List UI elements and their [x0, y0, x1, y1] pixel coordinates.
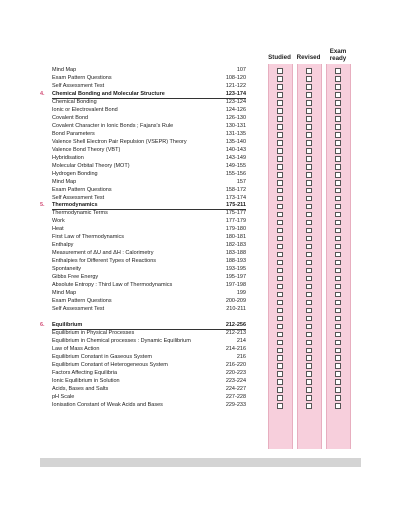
page-range: 183-188: [225, 250, 246, 257]
exam-ready-checkbox[interactable]: [335, 132, 341, 138]
exam-ready-checkbox[interactable]: [335, 371, 341, 377]
studied-checkbox[interactable]: [277, 220, 283, 226]
exam-ready-checkbox[interactable]: [335, 204, 341, 210]
topic-title: Exam Pattern Questions: [52, 74, 112, 81]
topic-title: Self Assessment Test: [52, 82, 105, 89]
revised-checkbox[interactable]: [306, 172, 312, 178]
exam-ready-checkbox[interactable]: [335, 124, 341, 130]
exam-ready-checkbox[interactable]: [335, 164, 341, 170]
page-range: 123-174: [225, 90, 246, 97]
toc-row: [40, 99, 262, 107]
topic-title: Measurement of ΔU and ΔH : Calorimetry: [52, 250, 154, 257]
toc-row: [40, 234, 262, 242]
revised-checkbox[interactable]: [306, 116, 312, 122]
revised-checkbox[interactable]: [306, 68, 312, 74]
revised-checkbox[interactable]: [306, 387, 312, 393]
exam-ready-checkbox[interactable]: [335, 148, 341, 154]
chapter-number: 4.: [40, 90, 45, 97]
topic-title: Mind Map: [52, 290, 77, 297]
toc-row: [40, 75, 262, 83]
studied-checkbox[interactable]: [277, 132, 283, 138]
revised-checkbox[interactable]: [306, 340, 312, 346]
exam-ready-checkbox[interactable]: [335, 188, 341, 194]
revised-checkbox[interactable]: [306, 324, 312, 330]
toc-row: [40, 362, 262, 370]
topic-title: Mind Map: [52, 178, 77, 185]
studied-checkbox[interactable]: [277, 268, 283, 274]
studied-checkbox[interactable]: [277, 308, 283, 314]
chapter-title: Equilibrium: [52, 322, 83, 328]
studied-checkbox[interactable]: [277, 228, 283, 234]
page-range: 149-155: [225, 162, 246, 169]
topic-title: Covalent Bond: [52, 114, 89, 121]
page-range: 229-233: [225, 401, 246, 408]
topic-title: Valence Bond Theory (VBT): [52, 146, 121, 153]
exam-ready-checkbox[interactable]: [335, 340, 341, 346]
revised-checkbox[interactable]: [306, 164, 312, 170]
studied-checkbox[interactable]: [277, 379, 283, 385]
chapter-number: 6.: [40, 322, 45, 328]
page-range: 140-143: [225, 146, 246, 153]
exam-ready-checkbox[interactable]: [335, 316, 341, 322]
exam-ready-checkbox[interactable]: [335, 196, 341, 202]
page-range: 220-223: [225, 369, 246, 376]
chapter-row: [40, 202, 262, 210]
revised-checkbox[interactable]: [306, 244, 312, 250]
chapter-title: Chemical Bonding and Molecular Structure: [52, 90, 165, 97]
studied-checkbox[interactable]: [277, 371, 283, 377]
exam-ready-checkbox[interactable]: [335, 332, 341, 338]
exam-ready-header: Exam ready: [329, 48, 347, 62]
revised-checkbox[interactable]: [306, 84, 312, 90]
topic-title: First Law of Thermodynamics: [52, 234, 125, 241]
toc-row: [40, 266, 262, 274]
toc-row: [40, 171, 262, 179]
page-range: 124-126: [225, 106, 246, 113]
revised-checkbox[interactable]: [306, 124, 312, 130]
page-range: 173-174: [225, 194, 246, 201]
table-of-contents: [40, 67, 262, 410]
revised-checkbox[interactable]: [306, 196, 312, 202]
revised-checkbox[interactable]: [306, 276, 312, 282]
topic-title: Mind Map: [52, 67, 77, 73]
studied-checkbox[interactable]: [277, 300, 283, 306]
toc-row: [40, 123, 262, 131]
exam-ready-checkbox[interactable]: [335, 355, 341, 361]
studied-checkbox[interactable]: [277, 355, 283, 361]
topic-title: Acids, Bases and Salts: [52, 385, 109, 392]
studied-checkbox[interactable]: [277, 156, 283, 162]
revised-checkbox[interactable]: [306, 132, 312, 138]
page-range: 200-209: [225, 298, 246, 305]
exam-ready-checkbox[interactable]: [335, 379, 341, 385]
toc-row: [40, 163, 262, 171]
studied-checkbox[interactable]: [277, 348, 283, 354]
studied-checkbox[interactable]: [277, 212, 283, 218]
topic-title: Work: [52, 218, 65, 225]
chapter-title: Thermodynamics: [52, 202, 98, 209]
revised-checkbox[interactable]: [306, 108, 312, 114]
page-range: 126-130: [225, 114, 246, 121]
exam-ready-checkbox[interactable]: [335, 324, 341, 330]
topic-title: Ionisation Constant of Weak Acids and Bases: [52, 401, 163, 408]
studied-checkbox[interactable]: [277, 100, 283, 106]
page-range: 188-193: [225, 258, 246, 265]
studied-checkbox[interactable]: [277, 276, 283, 282]
revised-checkbox[interactable]: [306, 308, 312, 314]
toc-row: [40, 115, 262, 123]
toc-row: [40, 290, 262, 298]
studied-checkbox[interactable]: [277, 84, 283, 90]
toc-row: [40, 346, 262, 354]
revised-checkbox[interactable]: [306, 355, 312, 361]
topic-title: Self Assessment Test: [52, 306, 105, 313]
studied-checkbox[interactable]: [277, 340, 283, 346]
toc-row: [40, 242, 262, 250]
topic-title: Covalent Character in Ionic Bonds ; Fajans's Rule: [52, 122, 174, 129]
topic-title: Equilibrium in Chemical processes : Dynamic Equilibrium: [52, 337, 191, 344]
page-range: 135-140: [225, 138, 246, 145]
exam-ready-checkbox[interactable]: [335, 252, 341, 258]
exam-ready-checkbox[interactable]: [335, 260, 341, 266]
studied-checkbox[interactable]: [277, 204, 283, 210]
toc-row: [40, 187, 262, 195]
revised-checkbox[interactable]: [306, 292, 312, 298]
toc-row: [40, 370, 262, 378]
revised-checkbox[interactable]: [306, 140, 312, 146]
exam-ready-checkbox[interactable]: [335, 116, 341, 122]
toc-row: [40, 298, 262, 306]
toc-row: [40, 226, 262, 234]
exam-ready-checkbox[interactable]: [335, 292, 341, 298]
revised-checkbox[interactable]: [306, 156, 312, 162]
studied-header: Studied: [268, 54, 291, 61]
toc-row: [40, 386, 262, 394]
exam-ready-checkbox[interactable]: [335, 276, 341, 282]
toc-row: [40, 338, 262, 346]
toc-row: [40, 67, 262, 75]
studied-checkbox[interactable]: [277, 244, 283, 250]
page-range: 214: [236, 337, 246, 344]
studied-checkbox[interactable]: [277, 116, 283, 122]
topic-title: Heat: [52, 226, 64, 233]
page-range: 212-256: [225, 322, 246, 328]
page-range: 158-172: [225, 186, 246, 193]
exam-ready-checkbox[interactable]: [335, 363, 341, 369]
exam-ready-checkbox[interactable]: [335, 100, 341, 106]
topic-title: Equilibrium Constant in Gaseous System: [52, 353, 152, 360]
toc-row: [40, 330, 262, 338]
studied-checkbox[interactable]: [277, 332, 283, 338]
toc-row: [40, 147, 262, 155]
page-range: 180-181: [225, 234, 246, 241]
topic-title: Exam Pattern Questions: [52, 298, 112, 305]
page-range: 223-224: [225, 377, 246, 384]
studied-checkbox[interactable]: [277, 252, 283, 258]
studied-checkbox[interactable]: [277, 148, 283, 154]
revised-checkbox[interactable]: [306, 284, 312, 290]
topic-title: Valence Shell Electron Pair Repulsion (VSEPR) Theory: [52, 138, 187, 145]
topic-title: Enthalpies for Different Types of Reactions: [52, 258, 157, 265]
exam-ready-checkbox[interactable]: [335, 140, 341, 146]
studied-checkbox[interactable]: [277, 92, 283, 98]
revised-checkbox[interactable]: [306, 268, 312, 274]
topic-title: Ionic or Electrovalent Bond: [52, 106, 118, 113]
exam-ready-checkbox[interactable]: [335, 387, 341, 393]
page-range: 199: [236, 290, 246, 297]
topic-title: Equilibrium Constant of Heterogeneous System: [52, 361, 168, 368]
exam-ready-checkbox[interactable]: [335, 76, 341, 82]
exam-ready-checkbox[interactable]: [335, 84, 341, 90]
revised-checkbox[interactable]: [306, 379, 312, 385]
topic-title: Factors Affecting Equilibria: [52, 369, 118, 376]
studied-checkbox[interactable]: [277, 260, 283, 266]
toc-row: [40, 250, 262, 258]
exam-ready-checkbox[interactable]: [335, 180, 341, 186]
studied-checkbox[interactable]: [277, 395, 283, 401]
studied-checkbox[interactable]: [277, 76, 283, 82]
toc-row: [40, 402, 262, 410]
topic-title: Hybridisation: [52, 154, 84, 161]
toc-row: [40, 394, 262, 402]
studied-checkbox[interactable]: [277, 172, 283, 178]
exam-ready-checkbox[interactable]: [335, 156, 341, 162]
page-range: 197-198: [225, 282, 246, 289]
topic-title: Gibbs Free Energy: [52, 274, 99, 281]
toc-row: [40, 258, 262, 266]
toc-row: [40, 155, 262, 163]
revised-checkbox[interactable]: [306, 188, 312, 194]
page-range: 210-211: [226, 306, 246, 313]
revised-checkbox[interactable]: [306, 363, 312, 369]
studied-checkbox[interactable]: [277, 284, 283, 290]
revised-checkbox[interactable]: [306, 180, 312, 186]
page-range: 216-220: [225, 361, 246, 368]
page-range: 214-216: [225, 345, 246, 352]
page-range: 121-122: [225, 82, 246, 89]
revised-header: Revised: [296, 54, 321, 61]
exam-ready-checkbox[interactable]: [335, 220, 341, 226]
toc-row: [40, 179, 262, 187]
page-range: 195-197: [225, 274, 246, 281]
page-range: 130-131: [225, 122, 246, 129]
studied-checkbox[interactable]: [277, 292, 283, 298]
page-range: 108-120: [225, 74, 246, 81]
toc-row: [40, 378, 262, 386]
revised-checkbox[interactable]: [306, 204, 312, 210]
topic-title: Absolute Entropy : Third Law of Thermodynamics: [52, 282, 173, 289]
studied-checkbox[interactable]: [277, 108, 283, 114]
studied-checkbox[interactable]: [277, 196, 283, 202]
exam-ready-checkbox[interactable]: [335, 108, 341, 114]
revised-checkbox[interactable]: [306, 148, 312, 154]
topic-title: Chemical Bonding: [52, 98, 97, 105]
studied-checkbox[interactable]: [277, 236, 283, 242]
page-range: 131-135: [225, 130, 246, 137]
studied-checkbox[interactable]: [277, 124, 283, 130]
toc-row: [40, 210, 262, 218]
exam-ready-checkbox[interactable]: [335, 348, 341, 354]
topic-title: pH Scale: [52, 393, 75, 400]
studied-checkbox[interactable]: [277, 68, 283, 74]
page-range: 157: [236, 178, 246, 185]
topic-title: Enthalpy: [52, 242, 74, 249]
toc-row: [40, 354, 262, 362]
studied-checkbox[interactable]: [277, 403, 283, 409]
topic-title: Hydrogen Bonding: [52, 170, 98, 177]
page-range: 224-227: [225, 385, 246, 392]
exam-ready-checkbox[interactable]: [335, 300, 341, 306]
page-range: 155-156: [225, 170, 246, 177]
chapter-number: 5.: [40, 202, 45, 209]
toc-row: [40, 306, 262, 314]
page-range: 107: [236, 67, 246, 73]
topic-title: Bond Parameters: [52, 130, 95, 137]
toc-row: [40, 274, 262, 282]
exam-ready-checkbox[interactable]: [335, 395, 341, 401]
exam-ready-checkbox[interactable]: [335, 268, 341, 274]
revised-checkbox[interactable]: [306, 76, 312, 82]
exam-ready-checkbox[interactable]: [335, 244, 341, 250]
revised-checkbox[interactable]: [306, 332, 312, 338]
toc-row: [40, 83, 262, 91]
revised-checkbox[interactable]: [306, 220, 312, 226]
exam-ready-checkbox[interactable]: [335, 284, 341, 290]
topic-title: Law of Mass Action: [52, 345, 100, 352]
revised-checkbox[interactable]: [306, 212, 312, 218]
studied-checkbox[interactable]: [277, 324, 283, 330]
page-range: 193-195: [225, 266, 246, 273]
studied-checkbox[interactable]: [277, 140, 283, 146]
revised-checkbox[interactable]: [306, 348, 312, 354]
revised-checkbox[interactable]: [306, 316, 312, 322]
page-range: 177-179: [225, 218, 246, 225]
page-range: 143-149: [225, 154, 246, 161]
exam-ready-checkbox[interactable]: [335, 236, 341, 242]
revised-checkbox[interactable]: [306, 100, 312, 106]
revised-checkbox[interactable]: [306, 252, 312, 258]
topic-title: Molecular Orbital Theory (MOT): [52, 162, 130, 169]
studied-checkbox[interactable]: [277, 363, 283, 369]
topic-title: Thermodynamic Terms: [52, 210, 108, 217]
toc-row: [40, 139, 262, 147]
spacer: [40, 314, 262, 322]
exam-ready-checkbox[interactable]: [335, 92, 341, 98]
chapter-row: [40, 91, 262, 99]
page-range: 212-213: [225, 329, 246, 336]
topic-title: Self Assessment Test: [52, 194, 105, 201]
revised-checkbox[interactable]: [306, 92, 312, 98]
topic-title: Exam Pattern Questions: [52, 186, 112, 193]
topic-title: Ionic Equilibrium in Solution: [52, 377, 120, 384]
page-range: 175-177: [225, 210, 246, 217]
toc-row: [40, 195, 262, 203]
chapter-row: [40, 322, 262, 330]
exam-ready-checkbox[interactable]: [335, 172, 341, 178]
studied-checkbox[interactable]: [277, 164, 283, 170]
exam-ready-checkbox[interactable]: [335, 228, 341, 234]
topic-title: Equilibrium in Physical Processes: [52, 329, 135, 336]
toc-row: [40, 107, 262, 115]
exam-ready-checkbox[interactable]: [335, 403, 341, 409]
toc-row: [40, 218, 262, 226]
page-range: 175-211: [226, 202, 246, 209]
page-range: 182-183: [225, 242, 246, 249]
revised-checkbox[interactable]: [306, 395, 312, 401]
page-range: 123-124: [225, 98, 246, 105]
revised-checkbox[interactable]: [306, 236, 312, 242]
revised-checkbox[interactable]: [306, 228, 312, 234]
revised-checkbox[interactable]: [306, 403, 312, 409]
studied-checkbox[interactable]: [277, 316, 283, 322]
toc-row: [40, 131, 262, 139]
page-range: 216: [236, 353, 246, 360]
studied-checkbox[interactable]: [277, 387, 283, 393]
toc-row: [40, 282, 262, 290]
page-range: 179-180: [225, 226, 246, 233]
studied-checkbox[interactable]: [277, 180, 283, 186]
footer-bar: [40, 458, 361, 467]
revised-checkbox[interactable]: [306, 300, 312, 306]
revised-checkbox[interactable]: [306, 260, 312, 266]
exam-ready-checkbox[interactable]: [335, 212, 341, 218]
exam-ready-checkbox[interactable]: [335, 308, 341, 314]
topic-title: Spontaneity: [52, 266, 82, 273]
revised-checkbox[interactable]: [306, 371, 312, 377]
page-range: 227-228: [225, 393, 246, 400]
exam-ready-checkbox[interactable]: [335, 68, 341, 74]
studied-checkbox[interactable]: [277, 188, 283, 194]
